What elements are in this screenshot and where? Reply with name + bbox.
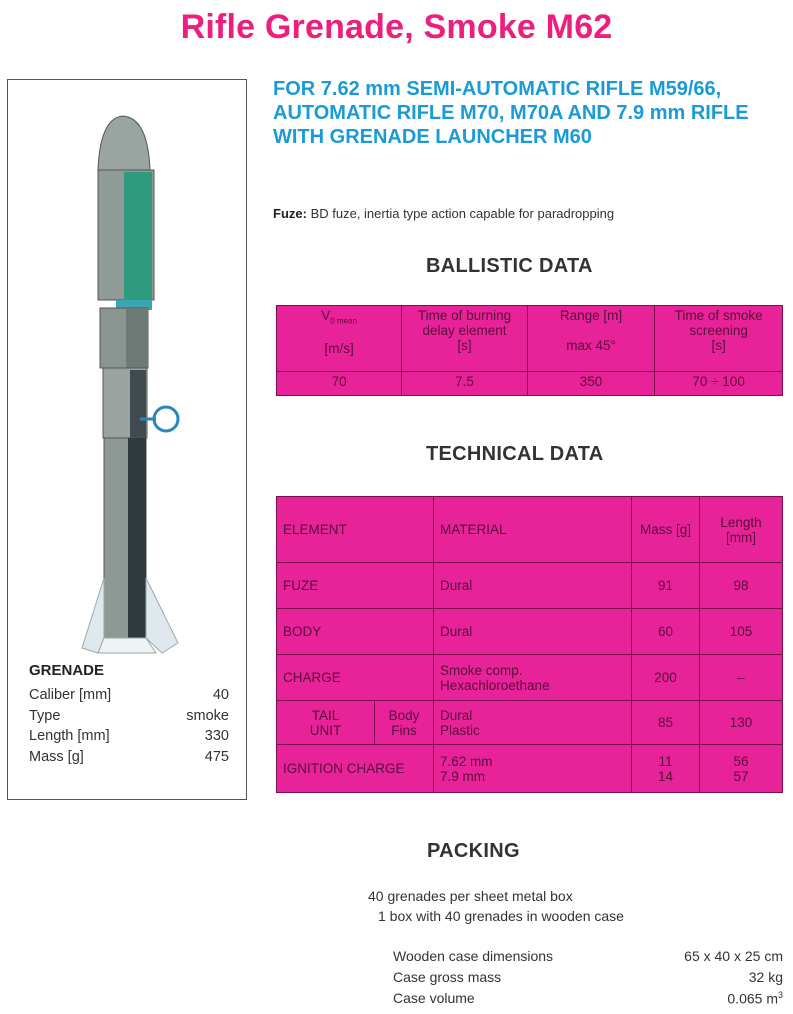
row-fuze: FUZE Dural 91 98 [277, 563, 783, 609]
packing-row-volume: Case volume 0.065 $m^3$ [393, 990, 783, 1007]
packing-line-2: 1 box with 40 grenades in wooden case [378, 908, 624, 924]
specs-heading: GRENADE [29, 662, 105, 679]
technical-table [276, 496, 783, 793]
technical-heading: TECHNICAL DATA [426, 443, 604, 465]
spec-row-type: Type smoke [29, 707, 229, 724]
value-range: 350 [527, 372, 654, 396]
value-burn-time: 7.5 [402, 372, 528, 396]
spec-row-caliber: Caliber [mm] 40 [29, 687, 229, 703]
fuze-label: Fuze: [273, 206, 307, 221]
value-smoke-time: 70 ÷ 100 [655, 372, 783, 396]
grenade-specs [29, 662, 229, 767]
col-length: Length [mm] [700, 497, 783, 563]
col-velocity: $V_{0 mean}$ [m/s] [277, 306, 402, 372]
ballistic-heading: BALLISTIC DATA [426, 255, 593, 277]
packing-heading: PACKING [427, 840, 520, 862]
ballistic-table [276, 305, 783, 396]
value-velocity: 70 [277, 372, 402, 396]
packing-lines [368, 886, 624, 926]
col-element: ELEMENT [277, 497, 434, 563]
packing-row-dimensions: Wooden case dimensions 65 x 40 x 25 cm [393, 948, 783, 964]
spec-row-length: Length [mm] 330 [29, 728, 229, 744]
spec-row-mass: Mass [g] 475 [29, 748, 229, 765]
row-body: BODY Dural 60 105 [277, 609, 783, 655]
weapon-subtitle: FOR 7.62 mm SEMI-AUTOMATIC RIFLE M59/66, AUTOMATIC RIFLE M70, M70A AND 7.9 mm RIFLE WITH GRENADE LAUNCHER M60 [273, 78, 749, 148]
fuze-line [273, 206, 614, 221]
col-mass: Mass [g] [632, 497, 700, 563]
row-charge: CHARGE Smoke comp. Hexachloroethane 200 – [277, 655, 783, 701]
packing-row-gross-mass: Case gross mass 32 kg [393, 969, 783, 985]
col-burn-time: Time of burning delay element [s] [402, 306, 528, 372]
col-smoke-time: Time of smoke screening [s] [655, 306, 783, 372]
row-tail-unit: TAIL UNIT Body Fins Dural Plastic 85 130 [277, 701, 783, 745]
col-range: Range [m] max 45° [527, 306, 654, 372]
packing-line-1: 40 grenades per sheet metal box [368, 888, 573, 904]
grenade-photo-panel [7, 79, 247, 800]
row-ignition-charge: IGNITION CHARGE 7.62 mm 7.9 mm 11 14 56 57 [277, 745, 783, 793]
fuze-text: BD fuze, inertia type action capable for paradropping [310, 206, 615, 221]
col-material: MATERIAL [434, 497, 632, 563]
page-title: Rifle Grenade, Smoke M62 [180, 8, 613, 46]
grenade-illustration [78, 108, 198, 708]
